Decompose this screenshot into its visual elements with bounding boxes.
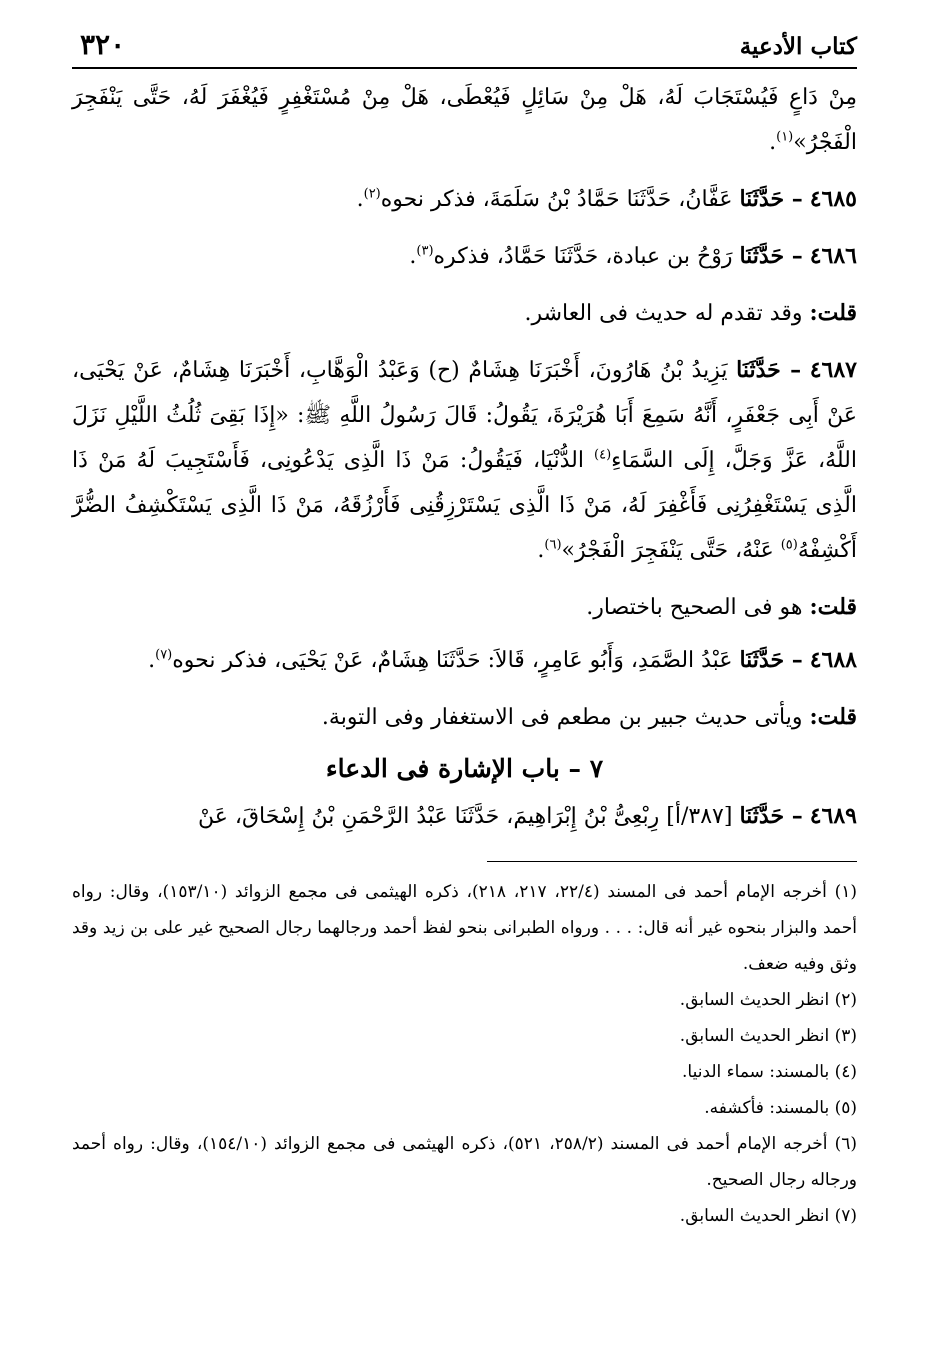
footnote-3: (٣) انظر الحديث السابق. — [679, 1026, 857, 1046]
hadith-text-cont: الدُّنْيَا، فَيَقُولُ: مَنْ ذَا الَّذِى يَدْعُونِى، فَأَسْتَجِيبَ لَهُ مَنْ ذَا الَّذِى يَسْتَغْفِرُنِى فَأَغْفِرَ لَهُ، مَنْ ذَا الَّذِى يَسْتَرْزِقُنِى فَأَرْزُقَهُ، مَنْ ذَا الَّذِى يَسْتَكْشِفُ الضُّرَّ أَكْشِفْهُ — [72, 448, 857, 563]
footnote-4: (٤) بالمسند: سماء الدنيا. — [681, 1062, 857, 1082]
comment-label: قلت: — [809, 300, 857, 326]
page-number: ٣٢٠ — [80, 28, 126, 61]
footnote-2: (٢) انظر الحديث السابق. — [679, 990, 857, 1010]
paragraph-end: . — [356, 187, 364, 212]
paragraph-end: . — [148, 648, 156, 673]
page-header — [72, 28, 857, 69]
hadith-4688 — [72, 638, 857, 683]
hadith-number: ٤٦٨٥ — [809, 186, 857, 212]
comment-note — [72, 585, 857, 630]
footnote-7: (٧) انظر الحديث السابق. — [679, 1206, 857, 1226]
comment-label: قلت: — [809, 704, 857, 730]
narration-keyword: – حَدَّثَنَا — [739, 647, 803, 673]
footnote-ref[interactable]: (٦) — [544, 537, 562, 553]
comment-text: ويأتى حديث جبير بن مطعم فى الاستغفار وفى التوبة. — [321, 705, 803, 730]
footnote-1: (١) أخرجه الإمام أحمد فى المسند (٢٢/٤، ٢١٧، ٢١٨)، ذكره الهيثمى فى مجمع الزوائد (١٥٣/١٠)، وقال: رواه أحمد والبزار بنحوه غير أنه قال: . . . ورواه الطبرانى بنحو لفظ أحمد ورجالهما رجال الصحيح غير على بن زيد وقد وثق وفيه ضعف. — [72, 882, 857, 974]
hadith-4689 — [72, 794, 857, 839]
paragraph-end: . — [769, 130, 777, 155]
hadith-text: [٣٨٧/أ] رِبْعِىُّ بْنُ إِبْرَاهِيمَ، حَدَّثَنَا عَبْدُ الرَّحْمَنِ بْنُ إِسْحَاقَ، عَنْ — [198, 804, 733, 829]
paragraph-end: . — [537, 538, 545, 563]
paragraph-end: . — [409, 244, 417, 269]
narration-keyword: – حَدَّثَنَا — [739, 803, 803, 829]
hadith-4685 — [72, 177, 857, 222]
comment-text: وقد تقدم له حديث فى العاشر. — [524, 301, 803, 326]
footnote-ref[interactable]: (٥) — [780, 537, 798, 553]
hadith-number: ٤٦٨٦ — [809, 243, 857, 269]
chapter-heading: ٧ – باب الإشارة فى الدعاء — [325, 754, 604, 783]
footnote-6: (٦) أخرجه الإمام أحمد فى المسند (٢٥٨/٢، ٥٢١)، ذكره الهيثمى فى مجمع الزوائد (١٥٤/١٠)، وقال: رواه أحمد ورجاله رجال الصحيح. — [72, 1134, 858, 1190]
narration-keyword: – حَدَّثَنَا — [739, 243, 803, 269]
footnote-5: (٥) بالمسند: فأكشفه. — [704, 1098, 857, 1118]
hadith-number: ٤٦٨٨ — [809, 647, 857, 673]
footnote-ref[interactable]: (٧) — [155, 647, 173, 663]
footnote-ref[interactable]: (١) — [776, 129, 794, 145]
hadith-text-end: عَنْهُ، حَتَّى يَنْفَجِرَ الْفَجْرُ» — [561, 538, 774, 563]
running-title: كتاب الأدعية — [739, 33, 857, 60]
narration-keyword: – حَدَّثَنَا — [739, 186, 803, 212]
hadith-text: عَبْدُ الصَّمَدِ، وَأَبُو عَامِرٍ، قَالاَ: حَدَّثَنَا هِشَامٌ، عَنْ يَحْيَى، فذكر نحوه — [172, 648, 733, 673]
footnote-divider — [487, 861, 857, 862]
narration-keyword: – حَدَّثَنَا — [736, 357, 802, 383]
comment-label: قلت: — [809, 594, 857, 620]
footnote-ref[interactable]: (٤) — [594, 447, 612, 463]
footnote-ref[interactable]: (٣) — [416, 243, 434, 259]
main-text — [72, 75, 857, 839]
comment-note — [72, 695, 857, 740]
comment-note — [72, 291, 857, 336]
hadith-number: ٤٦٨٩ — [809, 803, 857, 829]
paragraph-continuation — [72, 75, 857, 165]
footnotes — [72, 874, 857, 1234]
comment-text: هو فى الصحيح باختصار. — [586, 595, 803, 620]
hadith-text: عَفَّانُ، حَدَّثَنَا حَمَّادُ بْنُ سَلَمَةَ، فذكر نحوه — [380, 187, 733, 212]
footnote-ref[interactable]: (٢) — [363, 186, 381, 202]
hadith-4687 — [72, 348, 857, 573]
paragraph-text: مِنْ دَاعٍ فَيُسْتَجَابَ لَهُ، هَلْ مِنْ سَائِلٍ فَيُعْطَى، هَلْ مِنْ مُسْتَغْفِرٍ فَيُغْفَرَ لَهُ، حَتَّى يَنْفَجِرَ الْفَجْرُ» — [72, 85, 857, 155]
hadith-number: ٤٦٨٧ — [809, 357, 857, 383]
hadith-4686 — [72, 234, 857, 279]
hadith-text: يَزِيدُ بْنُ هَارُونَ، أَخْبَرَنَا هِشَامٌ (ح) وَعَبْدُ الْوَهَّابِ، أَخْبَرَنَا هِشَامٌ، عَنْ يَحْيَى، عَنْ أَبِى جَعْفَرٍ، أَنَّهُ سَمِعَ أَبَا هُرَيْرَةَ، يَقُولُ: قَالَ رَسُولُ اللَّهِ ﷺ: «إِذَا بَقِىَ ثُلُثُ اللَّيْلِ نَزَلَ اللَّهُ، عَزَّ وَجَلَّ، إِلَى السَّمَاءِ — [72, 358, 857, 473]
hadith-text: رَوْحُ بن عبادة، حَدَّثَنَا حَمَّادُ، فذكره — [433, 244, 733, 269]
